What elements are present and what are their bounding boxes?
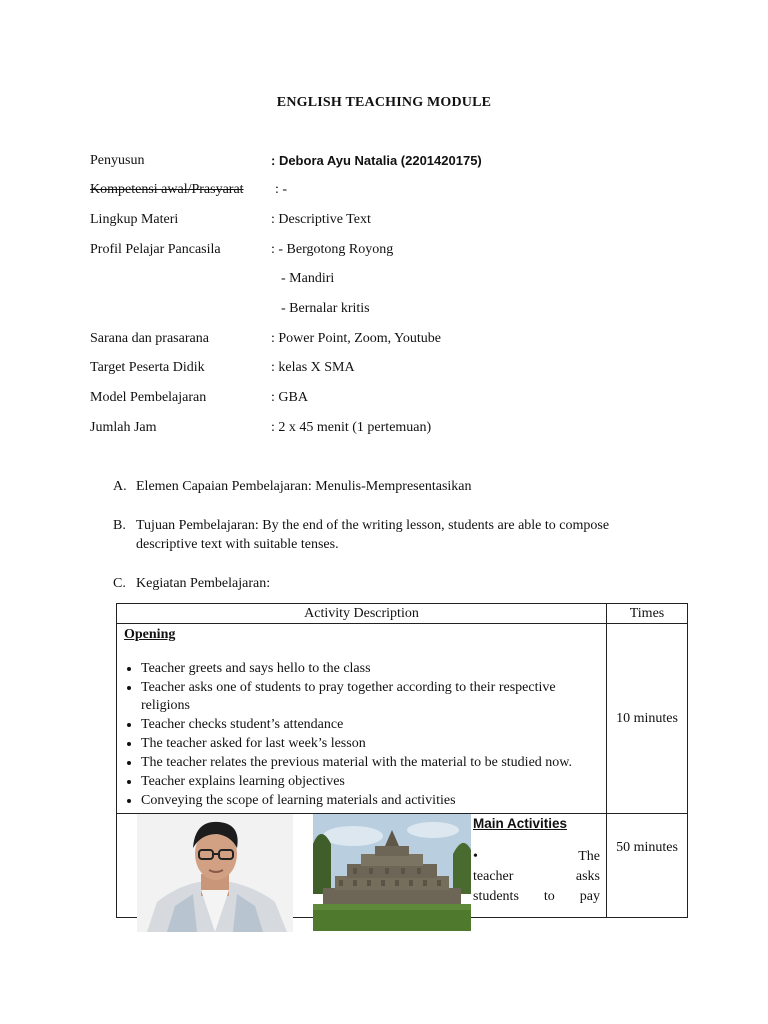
section-letter: C. bbox=[113, 576, 126, 591]
list-item: • Teacher explains learning objectives bbox=[141, 773, 600, 791]
borobudur-temple-photo-icon bbox=[313, 814, 471, 931]
section-letter: B. bbox=[113, 518, 126, 533]
section-text: Kegiatan Pembelajaran: bbox=[136, 576, 271, 591]
section-text: Elemen Capaian Pembelajaran: Menulis-Mempresentasikan bbox=[136, 479, 472, 494]
list-item: • The teacher asked for last week’s lesson bbox=[141, 735, 600, 753]
meta-label: Lingkup Materi bbox=[90, 212, 179, 227]
word: pay bbox=[579, 889, 600, 904]
profil-item-mandiri: - Mandiri bbox=[281, 271, 335, 286]
meta-label: Jumlah Jam bbox=[90, 420, 157, 435]
list-item: • Teacher checks student’s attendance bbox=[141, 716, 600, 734]
section-a bbox=[113, 477, 673, 496]
profil-item-bernalar: - Bernalar kritis bbox=[281, 301, 370, 316]
main-activities-line bbox=[473, 867, 600, 887]
section-b bbox=[113, 516, 673, 554]
meta-value: : Power Point, Zoom, Youtube bbox=[271, 331, 441, 346]
meta-value: : 2 x 45 menit (1 pertemuan) bbox=[271, 420, 432, 435]
opening-cell bbox=[117, 624, 607, 814]
opening-time: 10 minutes bbox=[607, 624, 688, 814]
meta-value: : kelas X SMA bbox=[271, 360, 355, 375]
opening-list bbox=[124, 660, 600, 810]
list-item: • Conveying the scope of learning materials and activities bbox=[141, 792, 600, 810]
main-activities-row bbox=[117, 814, 688, 918]
meta-value: : - Bergotong Royong bbox=[271, 242, 394, 257]
list-item: • Teacher asks one of students to pray together according to their respective religions bbox=[141, 679, 600, 715]
document-title: ENGLISH TEACHING MODULE bbox=[276, 95, 492, 110]
main-activities-title: Main Activities bbox=[473, 816, 568, 831]
meta-label: Model Pembelajaran bbox=[90, 390, 207, 405]
word: to bbox=[543, 889, 555, 904]
header-times: Times bbox=[607, 604, 688, 624]
list-item: • Teacher greets and says hello to the class bbox=[141, 660, 600, 678]
header-activity-description: Activity Description bbox=[117, 604, 607, 624]
activity-table bbox=[116, 603, 688, 918]
main-activities-line bbox=[473, 847, 600, 867]
main-activities-text bbox=[473, 814, 600, 907]
main-activities-time: 50 minutes bbox=[607, 814, 688, 918]
person-photo-icon bbox=[137, 814, 293, 932]
meta-label: Penyusun bbox=[90, 153, 145, 168]
meta-value: : - bbox=[275, 182, 288, 197]
meta-label: Profil Pelajar Pancasila bbox=[90, 242, 221, 257]
meta-label: Sarana dan prasarana bbox=[90, 331, 209, 346]
word: The bbox=[578, 849, 600, 864]
meta-label: Kompetensi awal/Prasyarat bbox=[90, 182, 244, 197]
meta-value: : GBA bbox=[271, 390, 308, 405]
section-text: Tujuan Pembelajaran: By the end of the writing lesson, students are able to compose descriptive text with suitable tenses. bbox=[136, 518, 610, 552]
opening-row bbox=[117, 624, 688, 814]
word: teacher bbox=[473, 869, 514, 884]
table-header-row bbox=[117, 604, 688, 624]
word: students bbox=[473, 889, 519, 904]
section-letter: A. bbox=[113, 479, 127, 494]
opening-title: Opening bbox=[124, 627, 176, 642]
section-c bbox=[113, 574, 673, 593]
main-activities-line bbox=[473, 887, 600, 907]
word: asks bbox=[575, 869, 600, 884]
main-activities-cell bbox=[117, 814, 607, 918]
meta-label: Target Peserta Didik bbox=[90, 360, 205, 375]
bullet: • bbox=[473, 849, 478, 864]
list-item: • The teacher relates the previous material with the material to be studied now. bbox=[141, 754, 600, 772]
meta-value: : Debora Ayu Natalia (2201420175) bbox=[271, 153, 482, 168]
meta-value: : Descriptive Text bbox=[271, 212, 371, 227]
